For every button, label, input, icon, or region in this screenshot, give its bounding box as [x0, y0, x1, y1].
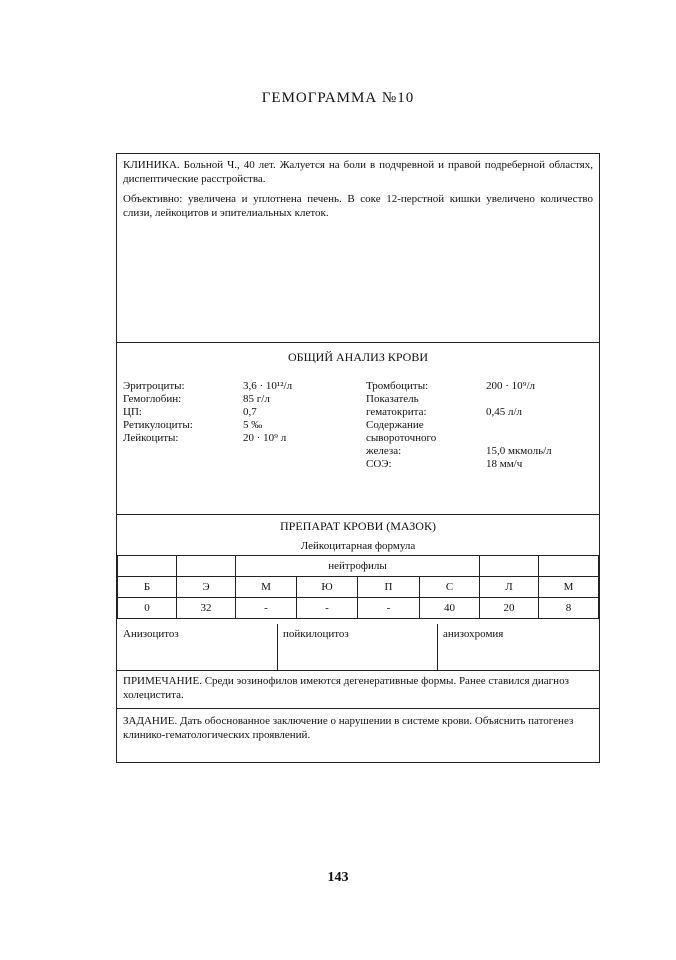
empty-cell [177, 556, 236, 577]
header-monocytes: М [539, 577, 599, 598]
label: Показатель [366, 393, 419, 405]
empty-cell [118, 556, 177, 577]
clinic-section [117, 154, 599, 342]
label: Ретикулоциты: [123, 419, 193, 431]
label: ЦП: [123, 406, 142, 418]
value-lymphocytes: 20 [480, 598, 539, 619]
label: Содержание [366, 419, 424, 431]
label: сывороточного [366, 432, 437, 444]
empty-cell [539, 556, 599, 577]
table-row-values [118, 598, 599, 619]
morphology-row [117, 624, 599, 670]
value-metamyelocytes: - [297, 598, 358, 619]
value-myelocytes: - [236, 598, 297, 619]
value: 18 мм/ч [486, 458, 523, 470]
anisocytosis-cell: Анизоцитоз [123, 628, 179, 640]
page-title: ГЕМОГРАММА №10 [261, 90, 415, 106]
label: Тромбоциты: [366, 380, 429, 392]
value-eosinophils: 32 [177, 598, 236, 619]
value: 0,45 л/л [486, 406, 523, 418]
clinic-paragraph-1: КЛИНИКА. Больной Ч., 40 лет. Жалуется на боли в подчревной и правой подреберной областях, диспептические расстройства. [123, 159, 593, 185]
value-monocytes: 8 [539, 598, 599, 619]
header-metamyelocytes: Ю [297, 577, 358, 598]
value-band: - [358, 598, 420, 619]
table-row-headers [118, 577, 599, 598]
anisochromia-cell: анизохромия [443, 628, 504, 640]
hemogram-card [116, 153, 600, 763]
note-text: ПРИМЕЧАНИЕ. Среди эозинофилов имеются дегенеративные формы. Ранее ставился диагноз холецистита. [123, 675, 569, 701]
header-basophils: Б [118, 577, 177, 598]
value-basophils: 0 [118, 598, 177, 619]
label: железа: [366, 445, 402, 457]
value: 85 г/л [243, 393, 270, 405]
value: 3,6 · 10¹²/л [243, 380, 293, 392]
leukocyte-formula-table [117, 555, 599, 619]
smear-title: ПРЕПАРАТ КРОВИ (МАЗОК) [280, 519, 436, 533]
header-eosinophils: Э [177, 577, 236, 598]
formula-title: Лейкоцитарная формула [300, 540, 416, 552]
blood-test-title: ОБЩИЙ АНАЛИЗ КРОВИ [288, 350, 428, 364]
neutrophils-header: нейтрофилы [236, 556, 480, 577]
page-number: 143 [327, 870, 349, 885]
header-lymphocytes: Л [480, 577, 539, 598]
divider [117, 670, 599, 671]
value: 5 ‰ [243, 419, 263, 431]
divider [117, 342, 599, 343]
label: Эритроциты: [123, 380, 185, 392]
label: гематокрита: [366, 406, 427, 418]
header-segmented: С [420, 577, 480, 598]
value: 200 · 10⁹/л [486, 380, 536, 392]
poikilocytosis-cell: пойкилоцитоз [283, 628, 349, 640]
task-text: ЗАДАНИЕ. Дать обоснованное заключение о нарушении в системе крови. Объяснить патогенез клинико-гематологических проявлений. [123, 715, 574, 741]
divider [117, 708, 599, 709]
table-row-group [118, 556, 599, 577]
label: Гемоглобин: [123, 393, 182, 405]
empty-cell [480, 556, 539, 577]
value: 15,0 мкмоль/л [486, 445, 552, 457]
header-band: П [358, 577, 420, 598]
value: 20 · 10⁹ л [243, 432, 287, 444]
header-myelocytes: М [236, 577, 297, 598]
divider [117, 514, 599, 515]
value: 0,7 [243, 406, 257, 418]
label: СОЭ: [366, 458, 392, 470]
clinic-paragraph-2: Объективно: увеличена и уплотнена печень. В соке 12-перстной кишки увеличено количество слизи, лейкоцитов и эпителиальных клеток. [123, 193, 593, 219]
label: Лейкоциты: [123, 432, 179, 444]
value-segmented: 40 [420, 598, 480, 619]
